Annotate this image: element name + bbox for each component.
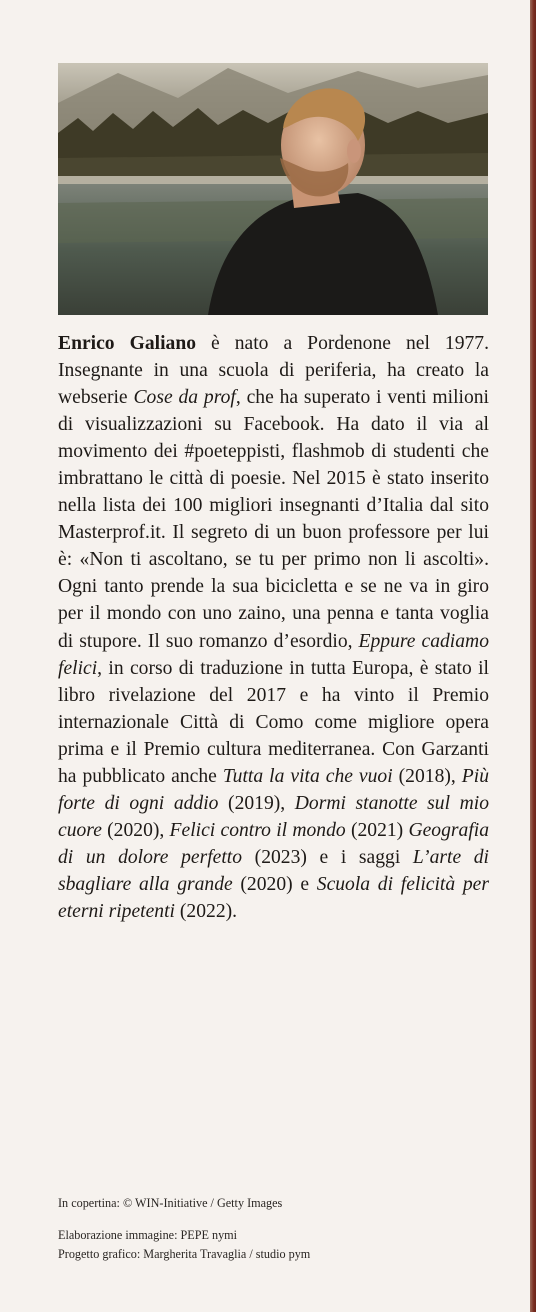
book-title: Cose da prof (133, 387, 236, 409)
bio-text: (2020), (101, 819, 170, 841)
bio-text: (2021) (345, 819, 409, 841)
bio-text: (2023) e i saggi (242, 846, 413, 868)
book-title: Geografia di un dolore perfetto (58, 819, 489, 868)
book-title: Più forte di ogni addio (58, 765, 490, 814)
author-biography (58, 330, 489, 925)
book-title: L’arte di sbagliare alla grande (58, 846, 490, 895)
bio-text: (2020) e (232, 873, 317, 895)
bio-text: , in corso di traduzione in tutta Europa, è stato il libro rivelazione del 2017 e ha vinto il Premio internazionale Città di Como come migliore opera prima e il Premio cultura mediterranea. Con Garzanti ha pubblicato anche (58, 657, 489, 787)
author-name: Enrico Galiano (58, 333, 197, 354)
book-title: Eppure cadiamo felici (58, 630, 489, 679)
image-processing-credit: Elaborazione immagine: PEPE nymi (58, 1228, 238, 1242)
cover-credit: In copertina: © WIN-Initiative / Getty Images (58, 1196, 283, 1210)
book-title: Felici contro il mondo (169, 819, 346, 841)
book-title: Tutta la vita che vuoi (222, 765, 393, 787)
bio-text: (2019), (218, 792, 295, 814)
book-title: Scuola di felicità per eterni ripetenti (58, 873, 489, 922)
bio-text: (2018), (392, 765, 462, 787)
book-title: Dormi stanotte sul mio cuore (58, 792, 489, 841)
bio-text: (2022). (175, 900, 238, 922)
bio-text: , che ha superato i venti milioni di visualizzazioni su Facebook. Ha dato il via al movimento dei #poeteppisti, flashmob di studenti che imbrattano le città di poesie. Nel 2015 è stato inserito nella lista dei 100 migliori insegnanti d’Italia dal sito Masterprof.it. Il segreto di un buon professore per lui è: «Non ti ascoltano, se tu per primo non li ascolti». Ogni tanto prende la sua bicicletta e se ne va in giro per il mondo con uno zaino, una penna e tanta voglia di stupore. Il suo romanzo d’esordio, (58, 387, 489, 652)
spine-edge (530, 0, 536, 1312)
author-photo (58, 63, 488, 315)
bio-text: è nato a Pordenone nel 1977. Insegnante in una scuola di periferia, ha creato la webserie (58, 333, 490, 409)
graphic-design-credit: Progetto grafico: Margherita Travaglia / studio pym (58, 1247, 311, 1261)
